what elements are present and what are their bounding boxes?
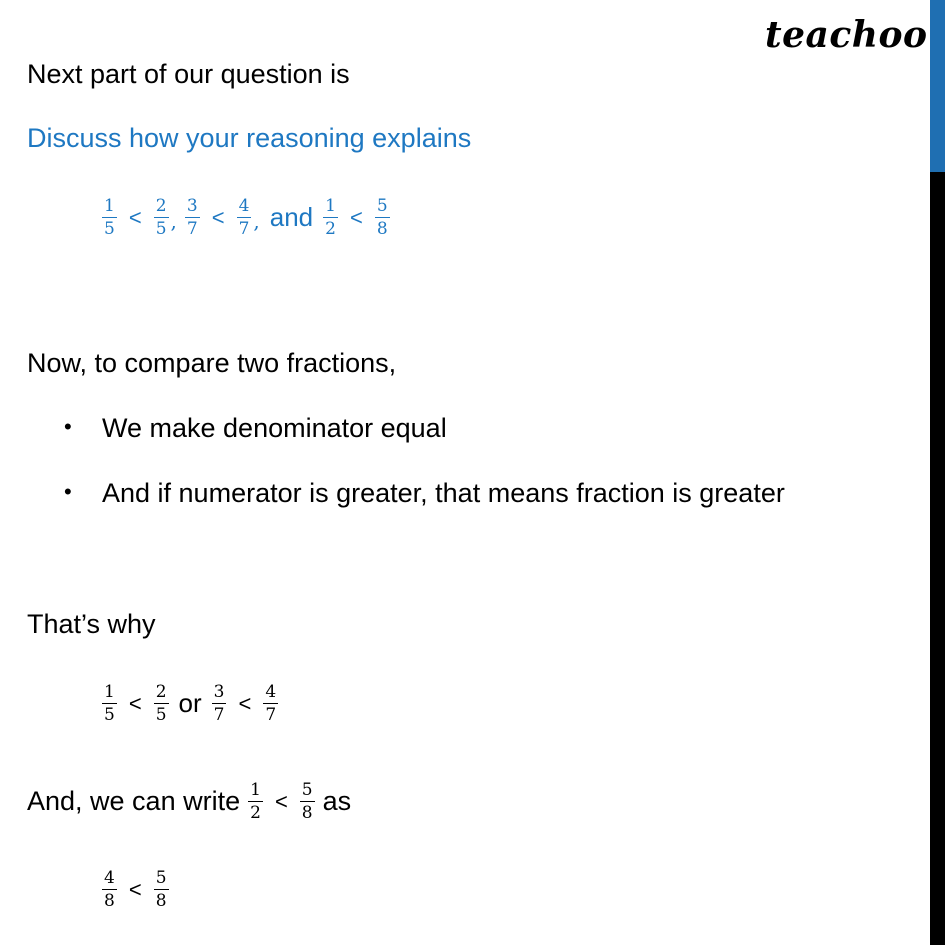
compare-intro: Now, to compare two fractions, bbox=[27, 348, 397, 378]
fraction-5-8: $\frac{5}{8}$ bbox=[301, 780, 313, 823]
bullet-text: And if numerator is greater, that means fraction is greater bbox=[102, 478, 785, 508]
fraction-2-5: $\frac{2}{5}$ bbox=[155, 682, 167, 725]
less-than: < bbox=[274, 788, 288, 814]
sidebar-accent bbox=[930, 0, 945, 172]
less-than: < bbox=[211, 204, 225, 230]
bullet-marker: • bbox=[64, 479, 72, 504]
fraction-3-7: $\frac{3}{7}$ bbox=[186, 196, 198, 239]
write-suffix: as bbox=[322, 786, 352, 816]
comma: , bbox=[253, 208, 260, 233]
teachoo-logo: teachoo bbox=[765, 14, 928, 56]
fraction-5-8: $\frac{5}{8}$ bbox=[155, 868, 167, 911]
fraction-1-5: $\frac{1}{5}$ bbox=[104, 682, 115, 725]
fraction-1-5: $\frac{1}{5}$ bbox=[104, 196, 115, 239]
bullet-marker: • bbox=[64, 414, 72, 439]
less-than: < bbox=[349, 204, 363, 230]
question-text: Discuss how your reasoning explains bbox=[27, 123, 472, 153]
why-math bbox=[98, 682, 282, 725]
fraction-4-8: $\frac{4}{8}$ bbox=[104, 868, 115, 911]
less-than: < bbox=[238, 690, 252, 716]
intro-text: Next part of our question is bbox=[27, 59, 350, 89]
fraction-1-2: $\frac{1}{2}$ bbox=[250, 780, 261, 823]
fraction-5-8: $\frac{5}{8}$ bbox=[376, 196, 388, 239]
fraction-4-7: $\frac{4}{7}$ bbox=[238, 196, 250, 239]
thats-why-text: That’s why bbox=[27, 609, 156, 639]
or-word: or bbox=[178, 688, 202, 718]
comma: , bbox=[170, 208, 177, 233]
less-than: < bbox=[128, 876, 142, 902]
fraction-1-2: $\frac{1}{2}$ bbox=[325, 196, 336, 239]
question-math bbox=[98, 196, 394, 239]
final-math bbox=[98, 868, 173, 911]
write-prefix: And, we can write bbox=[27, 786, 241, 816]
write-line bbox=[27, 780, 351, 823]
less-than: < bbox=[128, 204, 142, 230]
fraction-3-7: $\frac{3}{7}$ bbox=[213, 682, 225, 725]
less-than: < bbox=[128, 690, 142, 716]
fraction-2-5: $\frac{2}{5}$ bbox=[155, 196, 167, 239]
and-word: and bbox=[269, 202, 314, 232]
fraction-4-7: $\frac{4}{7}$ bbox=[265, 682, 277, 725]
bullet-text: We make denominator equal bbox=[102, 413, 447, 443]
